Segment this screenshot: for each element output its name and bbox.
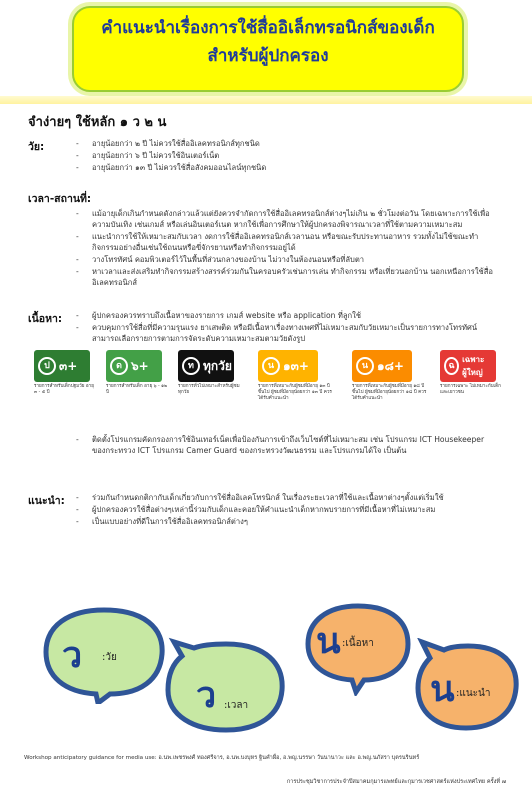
rating-badge (34, 350, 90, 382)
list-item: - ร่วมกันกำหนดกติกากับเด็กเกี่ยวกับการใช้สื่ออิเลคโทรนิกส์ ในเรื่องระยะเวลาที่ใช้และเนื้อหาต่างๆตั้งแต่เริ่มใช้ (76, 492, 496, 503)
rating-badge (440, 350, 496, 382)
rating-symbol: ป (38, 357, 56, 375)
bubble-shape (160, 636, 288, 740)
list-item: - หาเวลาและส่งเสริมทำกิจกรรมสร้างสรรค์ร่วมกันในครอบครัวเช่นการเล่น ทำกิจกรรม หรือเที่ยวนอกบ้าน นอกเหนือการใช้สื่ออิเลคทรอนิกส์ (76, 266, 496, 288)
list-item: - แม้อายุเด็กเกินกำหนดดังกล่าวแล้วแต่ยังควรจำกัดการใช้สื่ออิเลคทรอนิกส์ต่างๆไม่เกิน ๒ ชั่วโมงต่อวัน โดยเฉพาะการใช้เพื่อความบันเทิง เช่นเกมส์ หรือเล่นอินเตอร์เนต หากใช้เพื่อการศึกษาให้ผู้ปกครองพิจารณาเวลาที่ใช้ตามความเหมาะสม (76, 208, 496, 230)
section-label-advice: แนะนำ: (28, 495, 65, 507)
rating-caption: รายการเฉพาะ ไม่เหมาะกับเด็กและเยาวชน (440, 384, 501, 395)
content-list (76, 310, 496, 345)
list-item: - อายุน้อยกว่า ๖ ปี ไม่ควรใช้อินเตอร์เน็ต (76, 150, 496, 161)
bubble-letter: ว (196, 674, 217, 716)
footer-event: การประชุมวิชาการประจำปีสมาคมกุมารแพทย์และกุมารเวชศาสตร์แห่งประเทศไทย ครั้งที่ ๗ (286, 779, 506, 785)
main-heading: จำง่ายๆ ใช้หลัก ๑ ว ๒ น (28, 115, 167, 130)
bubble-caption: :แนะนำ (456, 688, 491, 699)
rating-icon (178, 350, 242, 396)
rating-symbol: ด (110, 357, 128, 375)
bubble-caption: :เนื้อหา (342, 638, 374, 649)
rating-caption: รายการสำหรับเด็กปฐมวัย อายุ ๓ - ๕ ปี (34, 384, 94, 395)
bubble-caption: :วัย (102, 652, 117, 663)
rating-badge (352, 350, 412, 382)
divider-strip (0, 96, 532, 104)
rating-badge (258, 350, 318, 382)
rating-label: ๖+ (131, 358, 149, 373)
rating-icon (106, 350, 170, 396)
section-label-time: เวลา-สถานที่: (28, 193, 92, 205)
age-list (76, 138, 496, 174)
tv-rating-icons (34, 350, 504, 410)
bubble-caption: :เวลา (224, 700, 249, 711)
rating-badge (106, 350, 162, 382)
bubble-letter: น (430, 668, 455, 710)
rating-symbol: ท (182, 357, 200, 375)
section-label-content: เนื้อหา: (28, 313, 63, 325)
title-line-1: คำแนะนำเรื่องการใช้สื่ออิเล็กทรอนิกส์ของเด็ก (101, 18, 435, 38)
advice-list (76, 492, 496, 528)
rating-symbol: ฉ (444, 357, 459, 375)
list-item: - อายุน้อยกว่า ๑๓ ปี ไม่ควรใช้สื่อสังคมออนไลน์ทุกชนิด (76, 162, 496, 173)
title-banner (72, 6, 464, 92)
rating-label: ทุกวัย (203, 358, 232, 373)
speech-bubble-content (302, 600, 414, 696)
list-item: - ติดตั้งโปรแกรมคัดกรองการใช้อินเทอร์เน็ตเพื่อป้องกันการเข้าถึงเว็บไซต์ที่ไม่เหมาะสม เช่น โปรแกรม ICT Housekeeper ของกระทรวง ICT โปรแกรม Camer Guard ของกระทรวงวัฒนธรรม และโปรแกรมได้ใจ เป็นต้น (76, 434, 496, 456)
speech-bubble-age (40, 604, 168, 704)
speech-bubble-time (160, 636, 288, 740)
rating-label: ๑๘+ (377, 358, 404, 373)
list-item: - อายุน้อยกว่า ๒ ปี ไม่ควรใช้สื่ออิเลคทรอนิกส์ทุกชนิด (76, 138, 496, 149)
list-item: - ผู้ปกครองควรทราบถึงเนื้อหาของรายการ เกมส์ website หรือ application ที่ลูกใช้ (76, 310, 496, 321)
section-label-age: วัย: (28, 141, 45, 153)
list-item: - เป็นแบบอย่างที่ดีในการใช้สื่ออิเลคทรอนิกส์ต่างๆ (76, 516, 496, 527)
title-line-2: สำหรับผู้ปกครอง (207, 46, 329, 66)
rating-symbol: น (356, 357, 374, 375)
list-item: - ควบคุมการใช้สื่อที่มีความรุนแรง ยาเสพติด หรือมีเนื้อหาเรื่องทางเพศที่ไม่เหมาะสมกับวัยเหมาะเป็นรายการทางโทรทัศน์สามารถเลือกรายการตามการจัดระดับความเหมาะสมตามวัยดังรูป (76, 322, 496, 344)
rating-icon (352, 350, 428, 402)
speech-bubble-advice (410, 638, 522, 742)
rating-caption: รายการที่เหมาะกับผู้ชมที่มีอายุ ๑๓ ปีขึ้นไป ผู้ชมที่มีอายุน้อยกว่า ๑๓ ปี ควรได้รับคำแนะนำ (258, 384, 332, 401)
rating-caption: รายการที่เหมาะกับผู้ชมที่มีอายุ ๑๘ ปีขึ้นไป ผู้ชมที่มีอายุน้อยกว่า ๑๘ ปี ควรได้รับคำแนะนำ (352, 384, 427, 401)
rating-icon (258, 350, 334, 402)
bubble-letter: ว (62, 634, 83, 676)
rating-label: ๑๓+ (283, 358, 309, 373)
rating-label: ๓+ (59, 358, 78, 373)
list-item: - ผู้ปกครองควรใช้สื่อต่างๆเหล่านี้ร่วมกับเด็กและคอยให้คำแนะนำเด็กหากพบรายการที่มีเนื้อหาที่ไม่เหมาะสม (76, 504, 496, 515)
bubble-letter: น (316, 620, 341, 662)
rating-badge (178, 350, 234, 382)
list-item: - แนะนำการใช้ให้เหมาะสมกับเวลา งดการใช้สื่ออิเลคทรอนิกส์เวลานอน หรือขณะรับประทานอาหาร รวมทั้งไม่ใช้ขณะทำกิจกรรมอย่างอื่นเช่นใช้ถนนหรือขี่จักรยานหรือทำกิจกรรมอยู่ได้ (76, 231, 496, 253)
rating-icon (440, 350, 502, 396)
time-list (76, 208, 496, 289)
list-item: - วางโทรทัศน์ คอมพิวเตอร์ไว้ในพื้นที่ส่วนกลางของบ้าน ไม่วางในห้องนอนหรือที่ลับตา (76, 254, 496, 265)
content-list-after (76, 434, 496, 457)
rating-icon (34, 350, 98, 396)
rating-symbol: น (262, 357, 280, 375)
rating-label: เฉพาะผู้ใหญ่ (462, 355, 485, 377)
rating-caption: รายการทั่วไปเหมาะสำหรับผู้ชมทุกวัย (178, 384, 240, 395)
footer-credit: Workshop anticipatory guidance for media use: อ.นพ.เพชรพงศ์ ทองศรีจาร, อ.นพ.บงบุหร ฐินคำผื่อ, อ.พญ.นรรษา วันนานาวะ และ อ.พญ.นภัสรา บุตรนรินทร์ (24, 755, 420, 761)
rating-caption: รายการสำหรับเด็ก อายุ ๖ - ๑๒ ปี (106, 384, 168, 395)
